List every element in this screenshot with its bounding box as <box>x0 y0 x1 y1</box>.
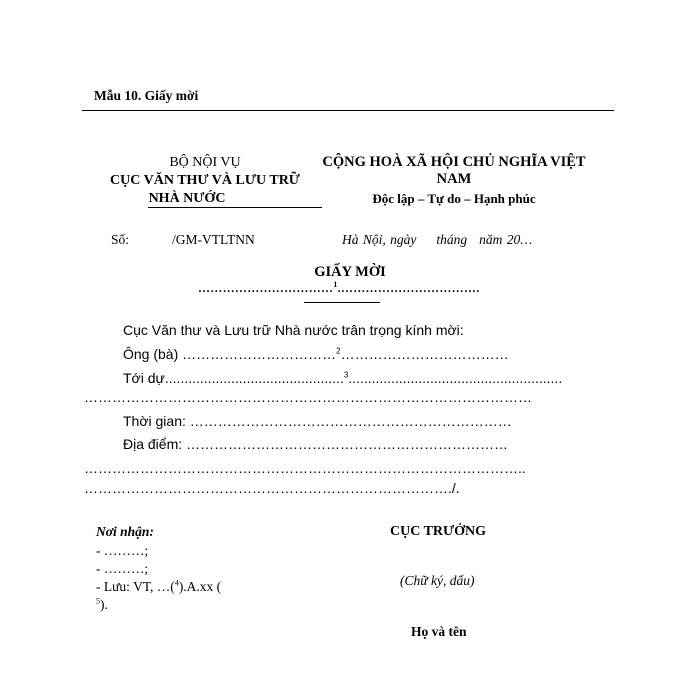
footnote-4: 4 <box>174 578 179 588</box>
location-line: Địa điểm: …………………………………………………………… <box>123 436 509 452</box>
signer-name: Họ và tên <box>411 624 467 639</box>
recipients-heading: Nơi nhận: <box>96 524 154 539</box>
fill-line-1: ………………………………………………………………………………….. <box>84 460 526 476</box>
invitee-label: Ông (bà) …………………………… <box>123 346 337 362</box>
issuer-block <box>80 154 330 208</box>
footnote-3: 3 <box>343 370 349 380</box>
attend-continuation: …………………………………………………………………………………… <box>84 389 532 405</box>
attend-label: Tới dự.............................................. <box>123 370 344 386</box>
national-motto: Độc lập – Tự do – Hạnh phúc <box>372 191 536 206</box>
invitee-fill: ……………………………… <box>340 346 509 362</box>
top-divider <box>82 110 614 111</box>
document-number-label: Số: <box>111 232 130 247</box>
signature-note: (Chữ ký, dấu) <box>400 573 475 588</box>
department-name-line2: NHÀ NƯỚC <box>148 191 226 206</box>
attend-line <box>123 370 562 386</box>
archive-mid: ).A.xx ( <box>178 579 222 594</box>
recipients-block <box>96 524 221 613</box>
archive-text: - Lưu: VT, …( <box>96 579 175 594</box>
place-date-city-day: Hà Nội, ngày <box>342 232 417 247</box>
recipient-item: - ………; <box>96 561 149 576</box>
invitee-line <box>123 346 509 362</box>
country-name-line2: NAM <box>436 171 472 187</box>
form-title: Mẫu 10. Giấy mời <box>94 88 199 103</box>
place-date-month: tháng <box>436 232 468 247</box>
ministry-name: BỘ NỘI VỤ <box>169 155 241 170</box>
recipient-archive <box>96 579 221 595</box>
archive-end: ). <box>100 597 108 612</box>
subject-underline <box>304 302 380 303</box>
footnote-1: 1 <box>333 280 338 289</box>
signer-title: CỤC TRƯỞNG <box>390 524 487 539</box>
document-subject <box>198 281 480 296</box>
attend-fill: ....................................................... <box>348 370 563 386</box>
footnote-2: 2 <box>336 346 341 356</box>
recipient-archive-cont <box>96 597 221 613</box>
fill-line-2: ……………………………………………………………………./. <box>84 480 460 496</box>
document-title: GIẤY MỜI <box>314 264 386 280</box>
recipient-item: - ………; <box>96 543 149 558</box>
invitation-intro: Cục Văn thư và Lưu trữ Nhà nước trân trọng kính mời: <box>123 322 464 338</box>
national-header <box>312 154 596 207</box>
place-date-year: năm 20… <box>479 232 533 247</box>
place-and-date <box>342 232 532 248</box>
document-number-code: /GM-VTLTNN <box>172 232 255 247</box>
country-name-line1: CỘNG HOÀ XÃ HỘI CHỦ NGHĨA VIỆT <box>322 154 586 170</box>
issuer-underline <box>148 207 322 208</box>
subject-right: .……………………………. <box>337 281 480 295</box>
footnote-5: 5 <box>96 596 100 606</box>
time-line: Thời gian: …………………………………………………………… <box>123 413 512 429</box>
department-name-line1: CỤC VĂN THƯ VÀ LƯU TRỮ <box>110 173 300 188</box>
subject-left: …………………………… <box>198 281 334 295</box>
